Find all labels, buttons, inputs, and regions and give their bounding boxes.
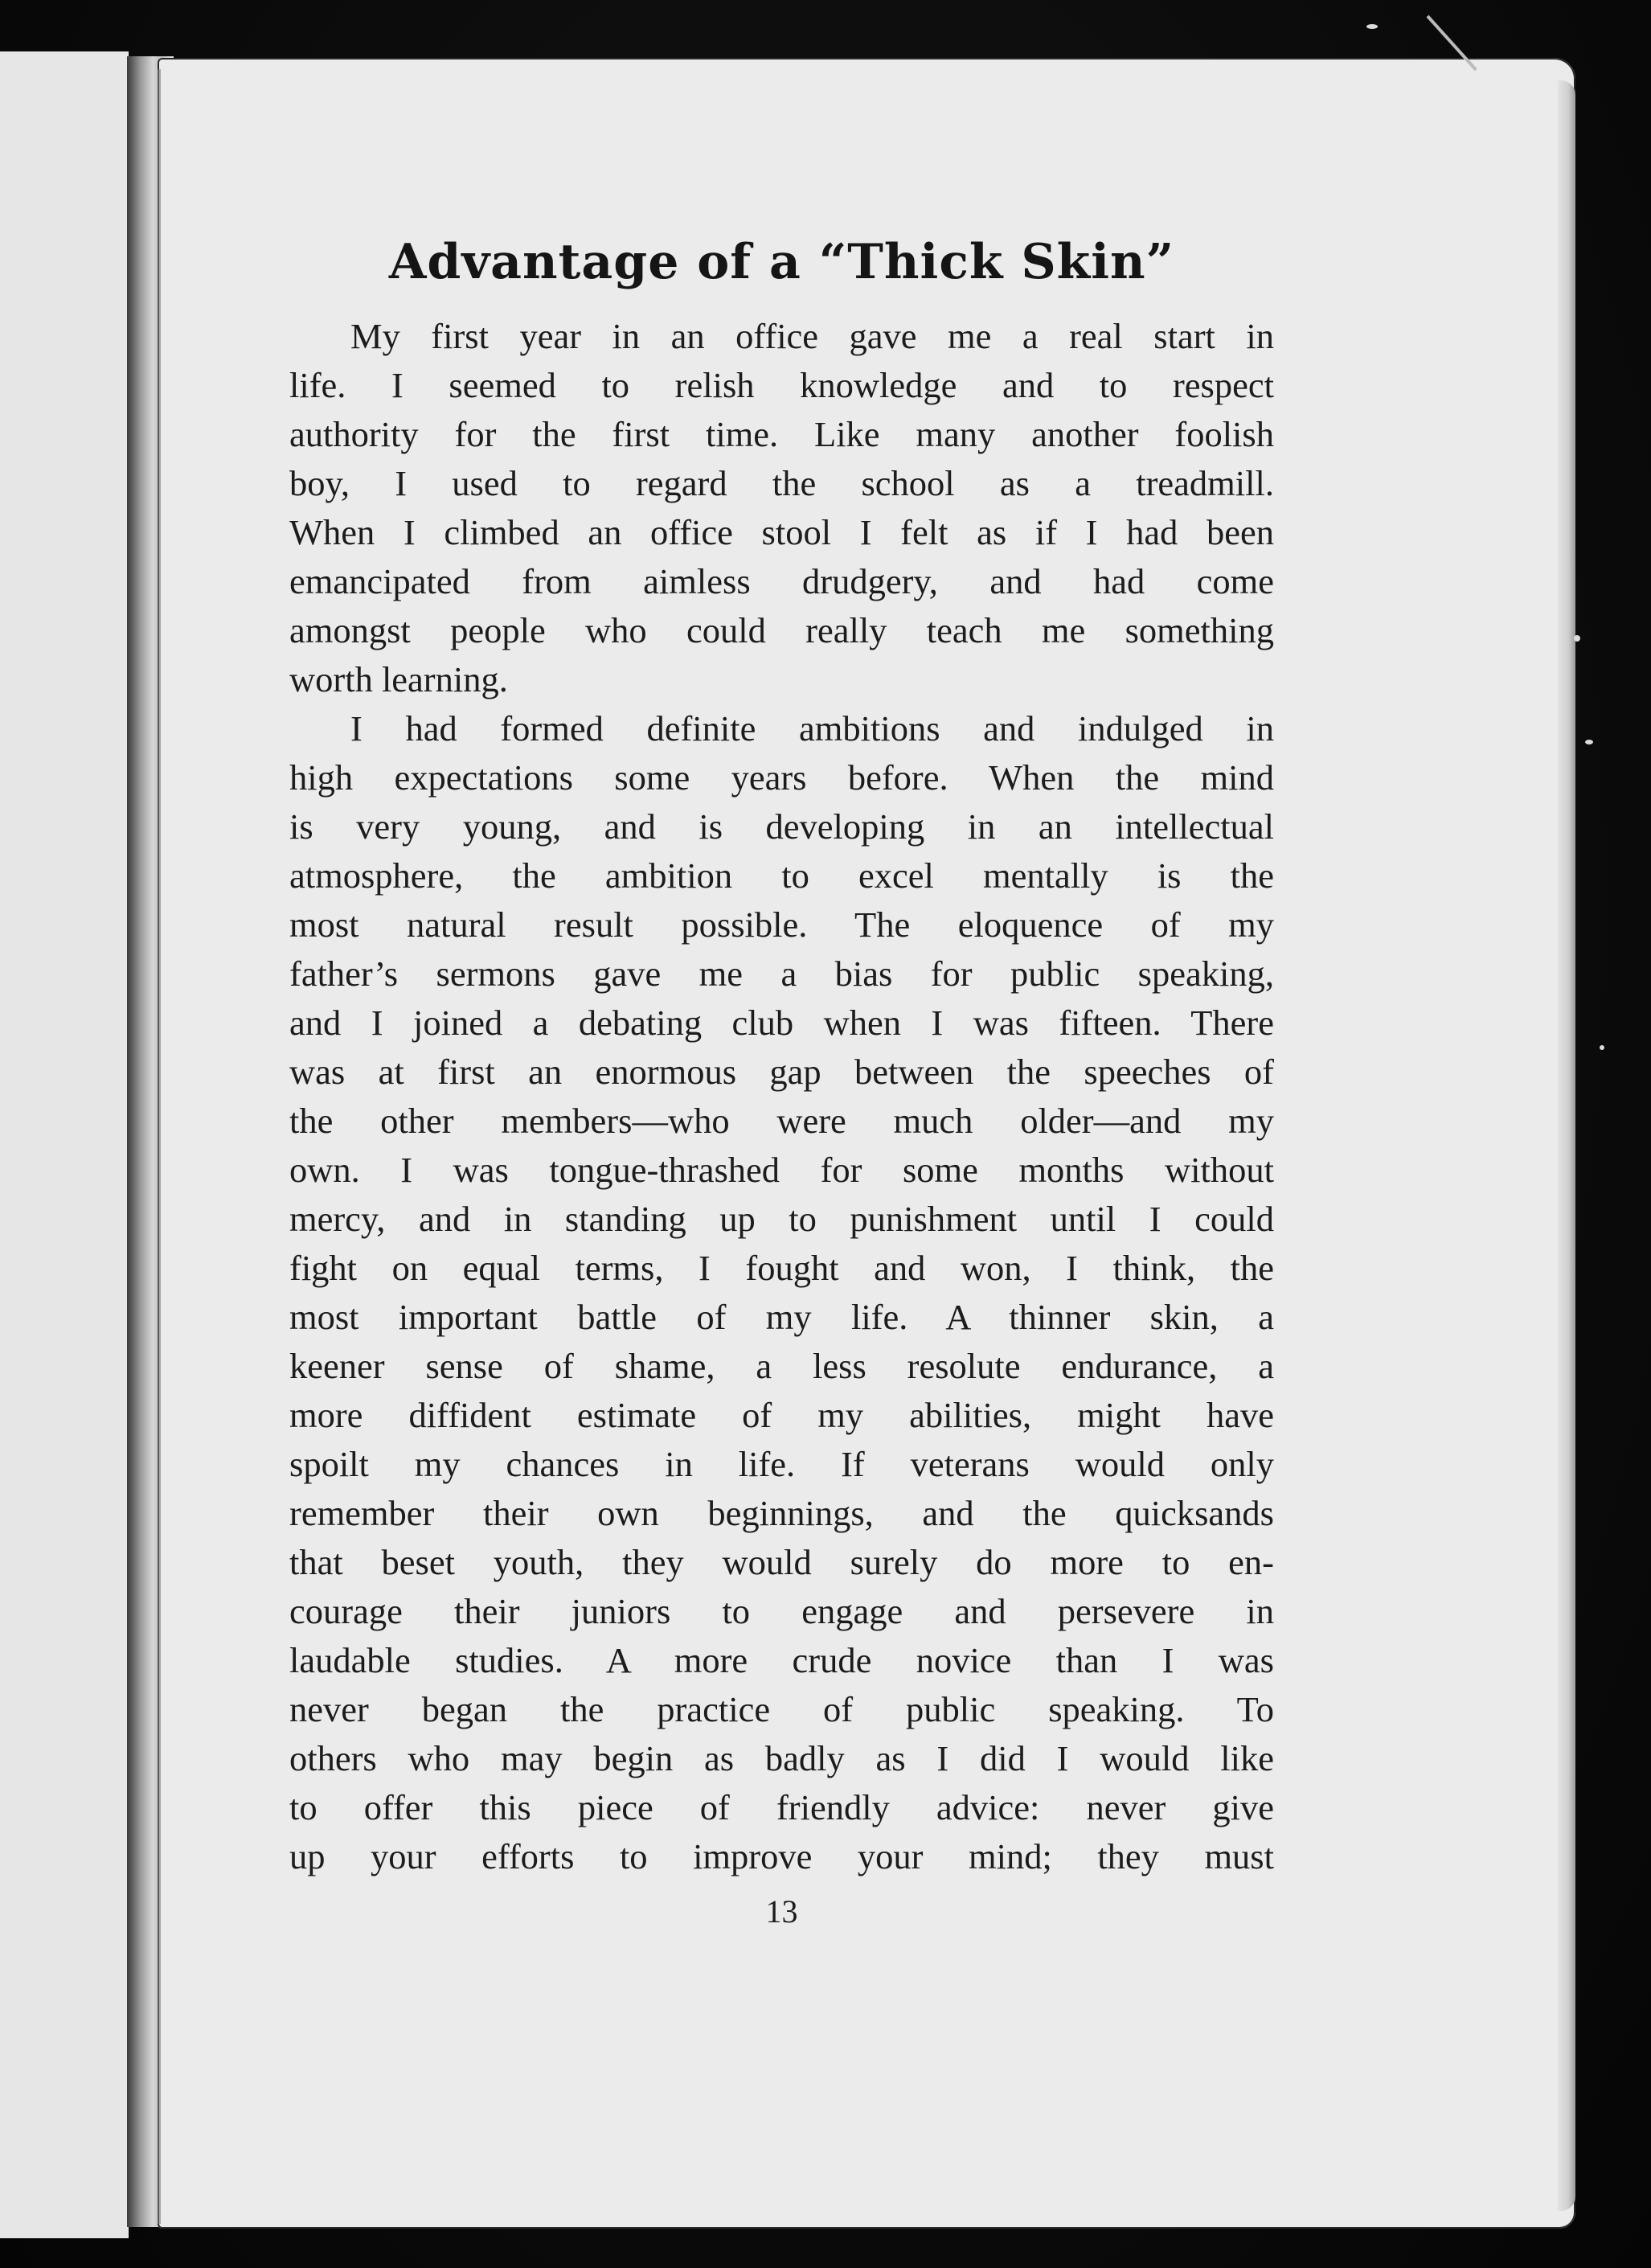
text-line: more diffident estimate of my abilities, might have (289, 1395, 1274, 1435)
text-line: most important battle of my life. A thinner skin, a (289, 1297, 1274, 1337)
text-line: When I climbed an office stool I felt as if I had been (289, 512, 1274, 552)
text-line: most natural result possible. The eloquence of my (289, 904, 1274, 945)
text-line: never began the practice of public speaking. To (289, 1689, 1274, 1729)
gutter-shadow (158, 69, 161, 2224)
text-line: laudable studies. A more crude novice than I was (289, 1640, 1274, 1680)
text-line: emancipated from aimless drudgery, and had come (289, 561, 1274, 601)
paragraph (289, 704, 1274, 1881)
page-number: 13 (765, 1893, 798, 1930)
text-line: spoilt my chances in life. If veterans would only (289, 1444, 1274, 1484)
text-line: worth learning. (289, 659, 508, 699)
text-line: amongst people who could really teach me something (289, 610, 1274, 650)
text-line: and I joined a debating club when I was fifteen. There (289, 1003, 1274, 1043)
text-line: was at first an enormous gap between the speeches of (289, 1052, 1274, 1092)
text-line: fight on equal terms, I fought and won, I think, the (289, 1248, 1274, 1288)
text-line: the other members—who were much older—and my (289, 1101, 1274, 1141)
paragraph (289, 312, 1274, 704)
text-line: own. I was tongue-thrashed for some months without (289, 1150, 1274, 1190)
text-line: atmosphere, the ambition to excel mentally is the (289, 855, 1274, 896)
facing-page-edge (0, 51, 129, 2238)
page-edge (1558, 80, 1575, 2211)
scan-speck (1366, 24, 1378, 29)
text-line: mercy, and in standing up to punishment until I could (289, 1199, 1274, 1239)
text-line: that beset youth, they would surely do more to en- (289, 1542, 1274, 1582)
scan-speck (1600, 1045, 1604, 1050)
page-title: Advantage of a “Thick Skin” (388, 234, 1175, 290)
text-line: others who may begin as badly as I did I would like (289, 1738, 1274, 1778)
text-line: keener sense of shame, a less resolute endurance, a (289, 1346, 1274, 1386)
text-line: remember their own beginnings, and the quicksands (289, 1493, 1274, 1533)
text-line: to offer this piece of friendly advice: never give (289, 1787, 1274, 1827)
text-line: boy, I used to regard the school as a treadmill. (289, 463, 1274, 503)
page-text (289, 233, 1274, 1931)
scan-speck (1574, 635, 1580, 642)
text-line: is very young, and is developing in an intellectual (289, 806, 1274, 847)
text-line: My first year in an office gave me a real start in (350, 316, 1274, 356)
text-line: up your efforts to improve your mind; they must (289, 1836, 1274, 1876)
text-line: high expectations some years before. When the mind (289, 757, 1274, 798)
text-line: courage their juniors to engage and persevere in (289, 1591, 1274, 1631)
scan-speck (1585, 740, 1593, 744)
text-line: life. I seemed to relish knowledge and to respect (289, 365, 1274, 405)
text-line: authority for the first time. Like many another foolish (289, 414, 1274, 454)
text-line: father’s sermons gave me a bias for public speaking, (289, 954, 1274, 994)
text-line: I had formed definite ambitions and indulged in (350, 708, 1274, 748)
